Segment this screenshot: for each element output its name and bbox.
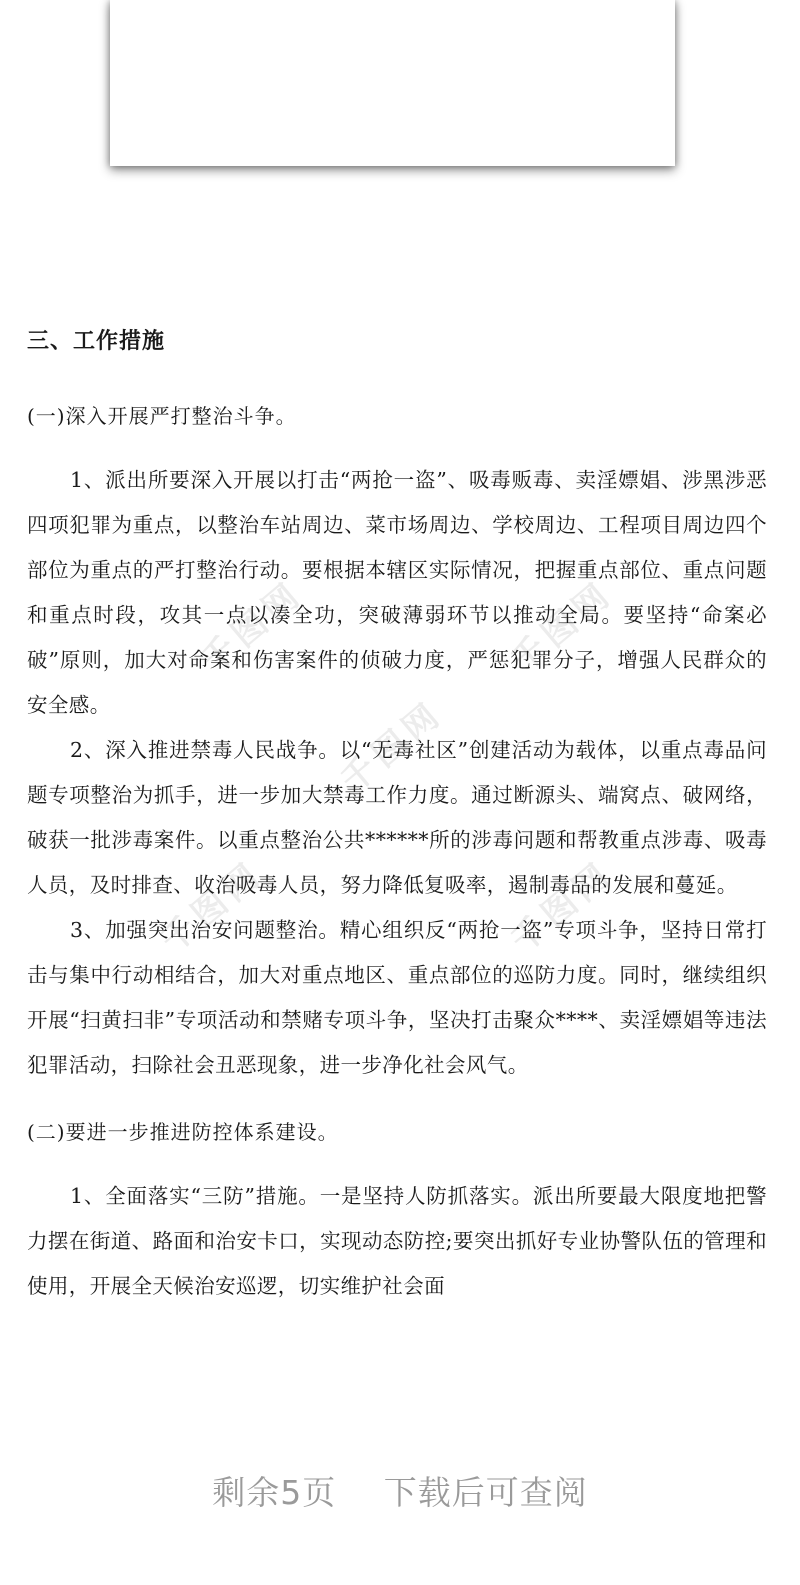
remaining-pages-label: 剩余5页 (212, 1473, 337, 1512)
watermark: 千图网 (333, 693, 452, 802)
watermark: 千图网 (193, 573, 312, 682)
download-prompt[interactable] (0, 1467, 800, 1514)
paragraph: 1、全面落实“三防”措施。一是坚持人防抓落实。派出所要最大限度地把警力摆在街道、路面和治安卡口，实现动态防控;要突出抓好专业协警队伍的管理和使用，开展全天候治安巡逻，切实维护社会面 (27, 1184, 767, 1298)
paragraph: 1、派出所要深入开展以打击“两抢一盗”、吸毒贩毒、卖淫嫖娼、涉黑涉恶四项犯罪为重点，以整治车站周边、菜市场周边、学校周边、工程项目周边四个部位为重点的严打整治行动。要根据本辖区实际情况，把握重点部位、重点问题和重点时段，攻其一点以凑全功，突破薄弱环节以推动全局。要坚持“命案必破”原则，加大对命案和伤害案件的侦破力度，严惩犯罪分子，增强人民群众的安全感。 (27, 468, 767, 717)
download-hint-label: 下载后可查阅 (383, 1473, 588, 1512)
document-body (27, 318, 767, 1309)
paragraph: 2、深入推进禁毒人民战争。以“无毒社区”创建活动为载体，以重点毒品问题专项整治为抓手，进一步加大禁毒工作力度。通过断源头、端窝点、破网络，破获一批涉毒案件。以重点整治公共******所的涉毒问题和帮教重点涉毒、吸毒人员，及时排查、收治吸毒人员，努力降低复吸率，遏制毒品的发展和蔓延。 (27, 738, 767, 897)
document-page-preview (110, 0, 675, 166)
watermark: 千图网 (153, 853, 272, 962)
paragraph: 3、加强突出治安问题整治。精心组织反“两抢一盗”专项斗争，坚持日常打击与集中行动相结合，加大对重点地区、重点部位的巡防力度。同时，继续组织开展“扫黄扫非”专项活动和禁赌专项斗争，坚决打击聚众****、卖淫嫖娼等违法犯罪活动，扫除社会丑恶现象，进一步净化社会风气。 (27, 918, 767, 1077)
watermark: 千图网 (503, 573, 622, 682)
subsection-title: (一)深入开展严打整治斗争。 (27, 404, 297, 428)
section-title: 三、工作措施 (27, 329, 166, 354)
subsection-title: (二)要进一步推进防控体系建设。 (27, 1120, 339, 1144)
watermark: 千图网 (503, 853, 622, 962)
